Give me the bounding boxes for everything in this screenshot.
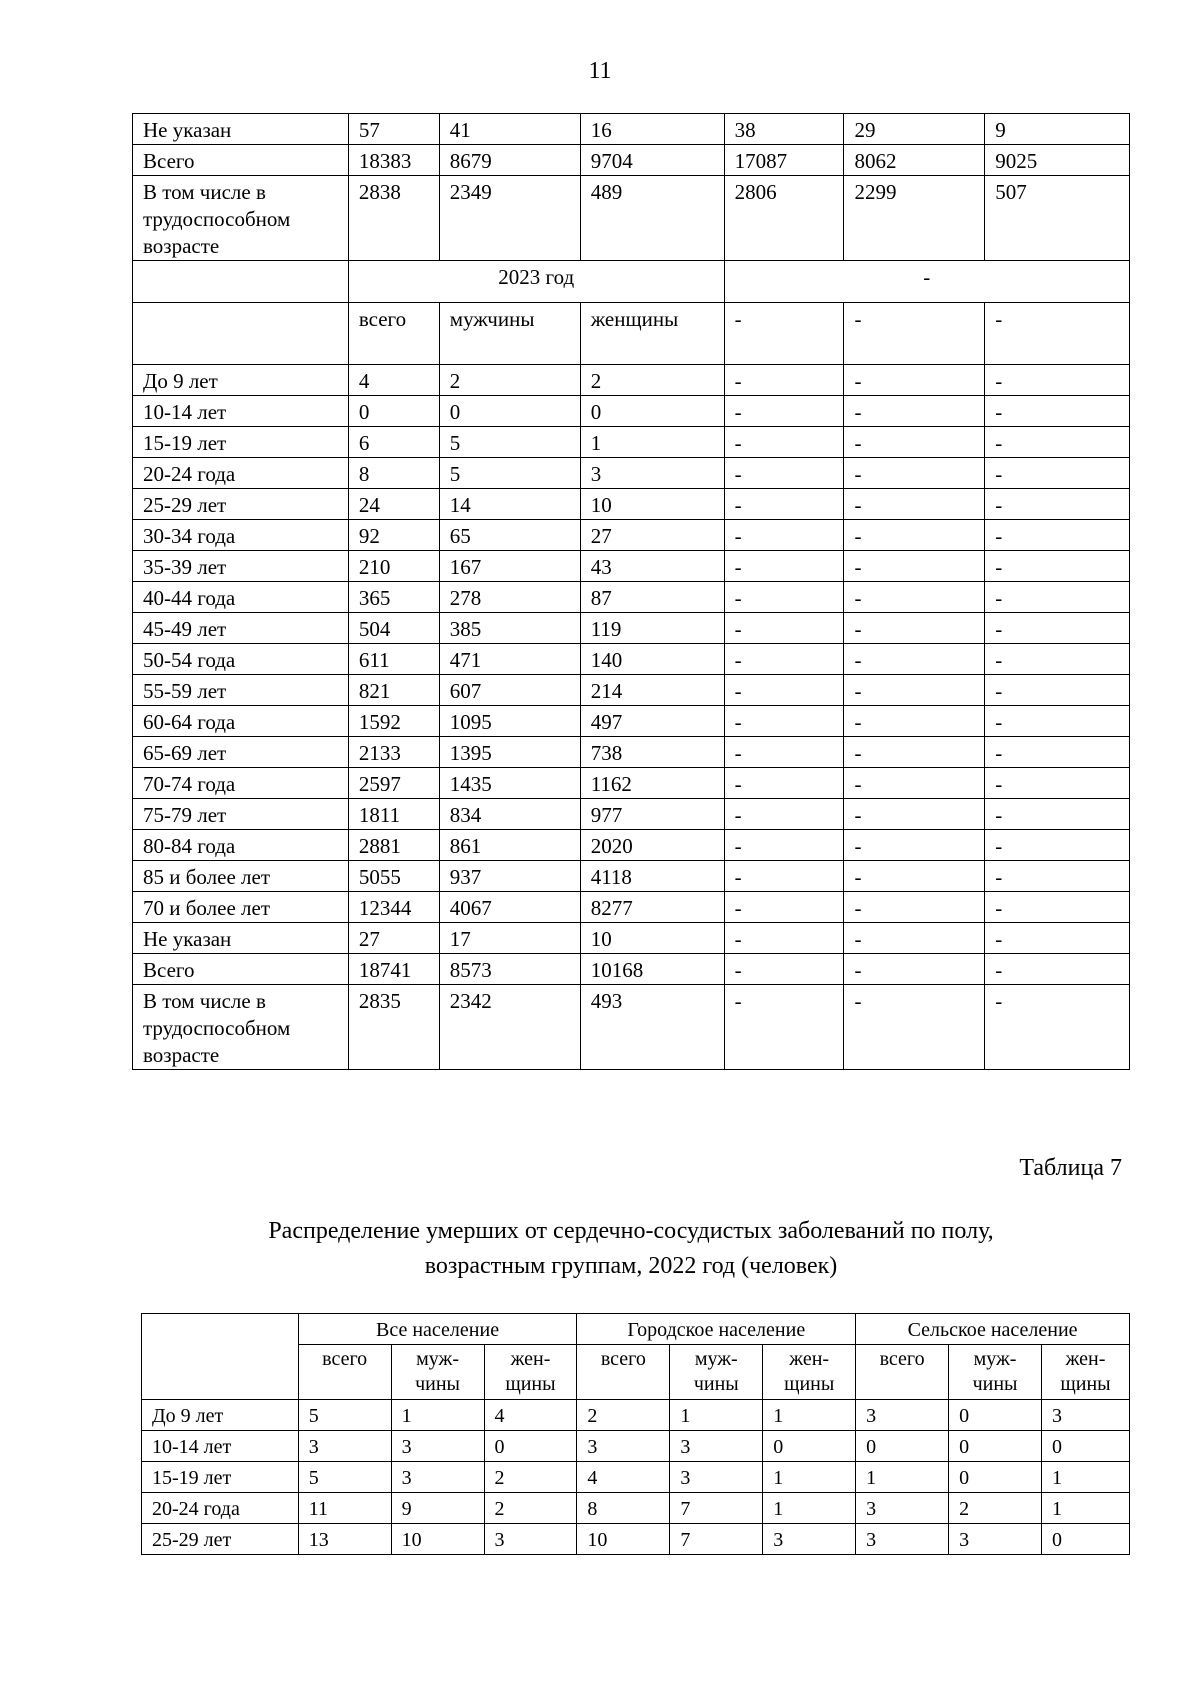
table-row	[133, 396, 1130, 427]
table-cell: -	[724, 830, 844, 861]
table-cell: 3	[391, 1462, 484, 1493]
table-row	[133, 582, 1130, 613]
table-cell: -	[844, 799, 985, 830]
table-row	[133, 892, 1130, 923]
row-label: До 9 лет	[142, 1400, 299, 1431]
table-cell: 3	[856, 1400, 949, 1431]
table-cell: 16	[580, 114, 724, 145]
table-cell: 1162	[580, 768, 724, 799]
table-row	[133, 954, 1130, 985]
table-cell: 27	[348, 923, 439, 954]
table-cell: 4	[577, 1462, 670, 1493]
table-cell: 17087	[724, 145, 844, 176]
table-cell: -	[844, 365, 985, 396]
table-cell: 471	[439, 644, 580, 675]
table-cell: -	[985, 954, 1130, 985]
table-row	[142, 1400, 1130, 1431]
year-right-dash: -	[724, 261, 1129, 303]
table-cell: 214	[580, 675, 724, 706]
table-cell: -	[724, 861, 844, 892]
table-cell: 1	[763, 1462, 856, 1493]
table-cell: -	[844, 830, 985, 861]
sub-header: жен-щины	[484, 1345, 577, 1400]
table-cell: 0	[348, 396, 439, 427]
table-cell: 0	[484, 1431, 577, 1462]
table-cell: 2	[439, 365, 580, 396]
table-row	[133, 365, 1130, 396]
table-cell: -	[724, 892, 844, 923]
table-cell: 8277	[580, 892, 724, 923]
table-cell: -	[844, 892, 985, 923]
table-cell: 5	[439, 458, 580, 489]
table-cell: -	[844, 613, 985, 644]
table-cell: 0	[949, 1431, 1042, 1462]
table-cell: 2838	[348, 176, 439, 261]
table-cell: -	[844, 923, 985, 954]
row-label: 35-39 лет	[133, 551, 349, 582]
table-cell: 18383	[348, 145, 439, 176]
table-cell: 8679	[439, 145, 580, 176]
table-row	[133, 737, 1130, 768]
table-cell: 0	[949, 1400, 1042, 1431]
table-cell: 38	[724, 114, 844, 145]
table-row	[133, 675, 1130, 706]
table-cell: -	[844, 675, 985, 706]
sub-header: муж-чины	[670, 1345, 763, 1400]
table-cell: 12344	[348, 892, 439, 923]
table-cell: 2597	[348, 768, 439, 799]
table-cell: -	[985, 706, 1130, 737]
table-title-line2: возрастным группам, 2022 год (человек)	[424, 1253, 838, 1279]
table-cell: 5055	[348, 861, 439, 892]
table-row	[133, 768, 1130, 799]
table-cell: 10	[391, 1524, 484, 1555]
table-cell: 6	[348, 427, 439, 458]
row-label: 65-69 лет	[133, 737, 349, 768]
table-cell: -	[985, 427, 1130, 458]
table-cell: 607	[439, 675, 580, 706]
table-cell: 2806	[724, 176, 844, 261]
table-row	[133, 613, 1130, 644]
row-label: 15-19 лет	[142, 1462, 299, 1493]
sub-header: жен-щины	[763, 1345, 856, 1400]
row-label: 25-29 лет	[133, 489, 349, 520]
table-cell: 3	[298, 1431, 391, 1462]
table-cell: 2	[484, 1462, 577, 1493]
table-cell: -	[844, 954, 985, 985]
header-empty	[133, 303, 349, 365]
table-cell: 365	[348, 582, 439, 613]
row-label: До 9 лет	[133, 365, 349, 396]
table-cell: 8	[348, 458, 439, 489]
table-cell: 24	[348, 489, 439, 520]
table-cell: 504	[348, 613, 439, 644]
table-title	[0, 1214, 1200, 1284]
table-cell: 18741	[348, 954, 439, 985]
row-label: 25-29 лет	[142, 1524, 299, 1555]
table-cell: 0	[439, 396, 580, 427]
table-cell: 14	[439, 489, 580, 520]
column-header: мужчины	[439, 303, 580, 365]
table-cell: -	[985, 582, 1130, 613]
table-row	[142, 1524, 1130, 1555]
table-cell: 3	[391, 1431, 484, 1462]
mortality-table-continued	[132, 113, 1130, 1070]
table-row	[133, 145, 1130, 176]
column-header: всего	[348, 303, 439, 365]
table-row	[133, 985, 1130, 1070]
table-cell: 1592	[348, 706, 439, 737]
table-cell: 3	[580, 458, 724, 489]
table-cell: 2342	[439, 985, 580, 1070]
column-header: -	[844, 303, 985, 365]
sub-header: всего	[856, 1345, 949, 1400]
row-label: 20-24 года	[133, 458, 349, 489]
table-cell: 29	[844, 114, 985, 145]
table-cell: -	[985, 892, 1130, 923]
table-cell: 4067	[439, 892, 580, 923]
table-row	[142, 1462, 1130, 1493]
table-cell: 385	[439, 613, 580, 644]
table-cell: -	[985, 861, 1130, 892]
table-cell: 861	[439, 830, 580, 861]
row-label: 20-24 года	[142, 1493, 299, 1524]
table-cell: -	[724, 551, 844, 582]
row-label: 70 и более лет	[133, 892, 349, 923]
table-cell: 3	[670, 1462, 763, 1493]
table-row	[133, 489, 1130, 520]
table-cell: -	[844, 644, 985, 675]
table-cell: 497	[580, 706, 724, 737]
table-row	[142, 1431, 1130, 1462]
sub-header: муж-чины	[949, 1345, 1042, 1400]
table-cell: 2299	[844, 176, 985, 261]
row-label: Всего	[133, 145, 349, 176]
table-cell: 493	[580, 985, 724, 1070]
table-cell: -	[724, 706, 844, 737]
table-cell: 119	[580, 613, 724, 644]
table-cell: 2835	[348, 985, 439, 1070]
column-header: женщины	[580, 303, 724, 365]
table-cell: -	[844, 985, 985, 1070]
row-label: В том числе в трудоспособном возрасте	[133, 176, 349, 261]
row-label: 50-54 года	[133, 644, 349, 675]
table-cell: -	[985, 365, 1130, 396]
table-cell: 3	[670, 1431, 763, 1462]
table-cell: 2349	[439, 176, 580, 261]
table-cell: 3	[577, 1431, 670, 1462]
table-cell: 41	[439, 114, 580, 145]
table-cell: 10	[580, 489, 724, 520]
table-cell: 1	[856, 1462, 949, 1493]
table-row	[133, 861, 1130, 892]
table-cell: -	[985, 551, 1130, 582]
table-cell: -	[985, 396, 1130, 427]
table-cell: 3	[484, 1524, 577, 1555]
table-cell: 1	[1041, 1462, 1129, 1493]
table-cell: 3	[856, 1493, 949, 1524]
table-cell: 5	[298, 1462, 391, 1493]
table-cell: 8573	[439, 954, 580, 985]
table-cell: 738	[580, 737, 724, 768]
table-cell: 0	[1041, 1431, 1129, 1462]
table-cell: 937	[439, 861, 580, 892]
table-cell: 2	[577, 1400, 670, 1431]
table-cell: -	[844, 737, 985, 768]
row-label: 10-14 лет	[142, 1431, 299, 1462]
table-cell: -	[985, 613, 1130, 644]
table-cell: -	[985, 985, 1130, 1070]
table-cell: -	[724, 520, 844, 551]
row-label: 60-64 года	[133, 706, 349, 737]
row-label: 40-44 года	[133, 582, 349, 613]
group-header: Все население	[298, 1314, 577, 1345]
row-label: 15-19 лет	[133, 427, 349, 458]
table-cell: 2	[580, 365, 724, 396]
table-cell: 1435	[439, 768, 580, 799]
table-cell: -	[985, 489, 1130, 520]
table-cell: -	[724, 923, 844, 954]
row-label: Всего	[133, 954, 349, 985]
table-cell: 13	[298, 1524, 391, 1555]
table-cell: 10	[580, 923, 724, 954]
table-cell: 2	[484, 1493, 577, 1524]
table-cell: 611	[348, 644, 439, 675]
table-cell: 278	[439, 582, 580, 613]
year-row	[133, 261, 1130, 303]
table-cell: 140	[580, 644, 724, 675]
table-row	[133, 176, 1130, 261]
table-cell: 10168	[580, 954, 724, 985]
table-cell: 92	[348, 520, 439, 551]
table-cell: 1811	[348, 799, 439, 830]
table-cell: -	[724, 768, 844, 799]
table-cell: 210	[348, 551, 439, 582]
table-cell: -	[724, 365, 844, 396]
table-cell: 5	[298, 1400, 391, 1431]
corner-cell	[142, 1314, 299, 1400]
table-cell: -	[724, 985, 844, 1070]
table-row	[133, 923, 1130, 954]
table-cell: -	[985, 458, 1130, 489]
table-cell: 0	[763, 1431, 856, 1462]
table-row	[142, 1493, 1130, 1524]
table-cell: -	[844, 489, 985, 520]
table-cell: 17	[439, 923, 580, 954]
table-cell: 167	[439, 551, 580, 582]
table-cell: 87	[580, 582, 724, 613]
table-cell: 9	[985, 114, 1130, 145]
row-label: 70-74 года	[133, 768, 349, 799]
sub-header: всего	[577, 1345, 670, 1400]
table-cell: 3	[763, 1524, 856, 1555]
table-cell: -	[985, 675, 1130, 706]
table-cell: 27	[580, 520, 724, 551]
table-cell: 7	[670, 1493, 763, 1524]
year-label: 2023 год	[348, 261, 724, 303]
table-cell: -	[724, 644, 844, 675]
table-cell: 2881	[348, 830, 439, 861]
header-row	[133, 303, 1130, 365]
row-label: 85 и более лет	[133, 861, 349, 892]
table-cell: 821	[348, 675, 439, 706]
table-cell: -	[724, 675, 844, 706]
table-cell: -	[985, 644, 1130, 675]
row-label: 10-14 лет	[133, 396, 349, 427]
table-cell: 834	[439, 799, 580, 830]
row-label: Не указан	[133, 923, 349, 954]
year-row-empty	[133, 261, 349, 303]
table-cell: 0	[1041, 1524, 1129, 1555]
column-header: -	[724, 303, 844, 365]
table-cell: -	[985, 737, 1130, 768]
row-label: В том числе в трудоспособном возрасте	[133, 985, 349, 1070]
table-cell: -	[844, 520, 985, 551]
table-cell: 7	[670, 1524, 763, 1555]
table-row	[133, 458, 1130, 489]
table-cell: 9704	[580, 145, 724, 176]
row-label: Не указан	[133, 114, 349, 145]
table-cell: 3	[856, 1524, 949, 1555]
row-label: 45-49 лет	[133, 613, 349, 644]
page-number: 11	[588, 58, 612, 84]
table-cell: -	[985, 520, 1130, 551]
table-cell: 4	[484, 1400, 577, 1431]
table-cell: -	[724, 737, 844, 768]
table-7	[141, 1313, 1130, 1555]
table-cell: 1	[391, 1400, 484, 1431]
column-header: -	[985, 303, 1130, 365]
table-cell: -	[985, 830, 1130, 861]
table-cell: 5	[439, 427, 580, 458]
table-cell: 0	[949, 1462, 1042, 1493]
table-cell: 1095	[439, 706, 580, 737]
table-row	[133, 830, 1130, 861]
row-label: 30-34 года	[133, 520, 349, 551]
group-header: Городское население	[577, 1314, 856, 1345]
table-row	[133, 520, 1130, 551]
sub-header: жен-щины	[1041, 1345, 1129, 1400]
table-cell: -	[724, 458, 844, 489]
sub-header: всего	[298, 1345, 391, 1400]
table-cell: 10	[577, 1524, 670, 1555]
table-cell: -	[724, 427, 844, 458]
table-cell: -	[985, 799, 1130, 830]
table-cell: 8	[577, 1493, 670, 1524]
table-row	[133, 706, 1130, 737]
table-cell: 1	[580, 427, 724, 458]
table-cell: 0	[856, 1431, 949, 1462]
table-cell: 1	[763, 1493, 856, 1524]
table-cell: 11	[298, 1493, 391, 1524]
table-cell: 507	[985, 176, 1130, 261]
sub-header: муж-чины	[391, 1345, 484, 1400]
table-cell: -	[844, 551, 985, 582]
group-header: Сельское население	[856, 1314, 1130, 1345]
table-cell: -	[724, 396, 844, 427]
table-cell: 43	[580, 551, 724, 582]
row-label: 75-79 лет	[133, 799, 349, 830]
table-cell: -	[724, 489, 844, 520]
table-caption: Таблица 7	[1019, 1155, 1122, 1181]
row-label: 55-59 лет	[133, 675, 349, 706]
table-cell: 3	[1041, 1400, 1129, 1431]
table-cell: -	[724, 799, 844, 830]
table-cell: 1395	[439, 737, 580, 768]
table-row	[133, 114, 1130, 145]
table-cell: -	[844, 396, 985, 427]
table-cell: 8062	[844, 145, 985, 176]
table-cell: -	[844, 458, 985, 489]
table-row	[133, 551, 1130, 582]
table-cell: 977	[580, 799, 724, 830]
row-label: 80-84 года	[133, 830, 349, 861]
table-title-line1: Распределение умерших от сердечно-сосудистых заболеваний по полу,	[268, 1218, 994, 1244]
table-cell: -	[724, 582, 844, 613]
table-cell: -	[844, 768, 985, 799]
table-row	[133, 427, 1130, 458]
table-cell: -	[844, 706, 985, 737]
table-cell: -	[844, 861, 985, 892]
table-cell: 1	[1041, 1493, 1129, 1524]
table-cell: 4	[348, 365, 439, 396]
table-cell: 3	[949, 1524, 1042, 1555]
table-row	[133, 799, 1130, 830]
table-cell: 9	[391, 1493, 484, 1524]
table-cell: 57	[348, 114, 439, 145]
group-header-row	[142, 1314, 1130, 1345]
table-cell: -	[985, 768, 1130, 799]
table-cell: 1	[763, 1400, 856, 1431]
table-cell: -	[844, 427, 985, 458]
table-row	[133, 644, 1130, 675]
table-cell: 4118	[580, 861, 724, 892]
table-cell: -	[985, 923, 1130, 954]
table-cell: 489	[580, 176, 724, 261]
table-cell: -	[724, 613, 844, 644]
table-cell: 2	[949, 1493, 1042, 1524]
table-cell: -	[724, 954, 844, 985]
table-cell: 9025	[985, 145, 1130, 176]
table-cell: 2020	[580, 830, 724, 861]
table-cell: 65	[439, 520, 580, 551]
table-cell: -	[844, 582, 985, 613]
table-cell: 2133	[348, 737, 439, 768]
table-cell: 0	[580, 396, 724, 427]
table-cell: 1	[670, 1400, 763, 1431]
